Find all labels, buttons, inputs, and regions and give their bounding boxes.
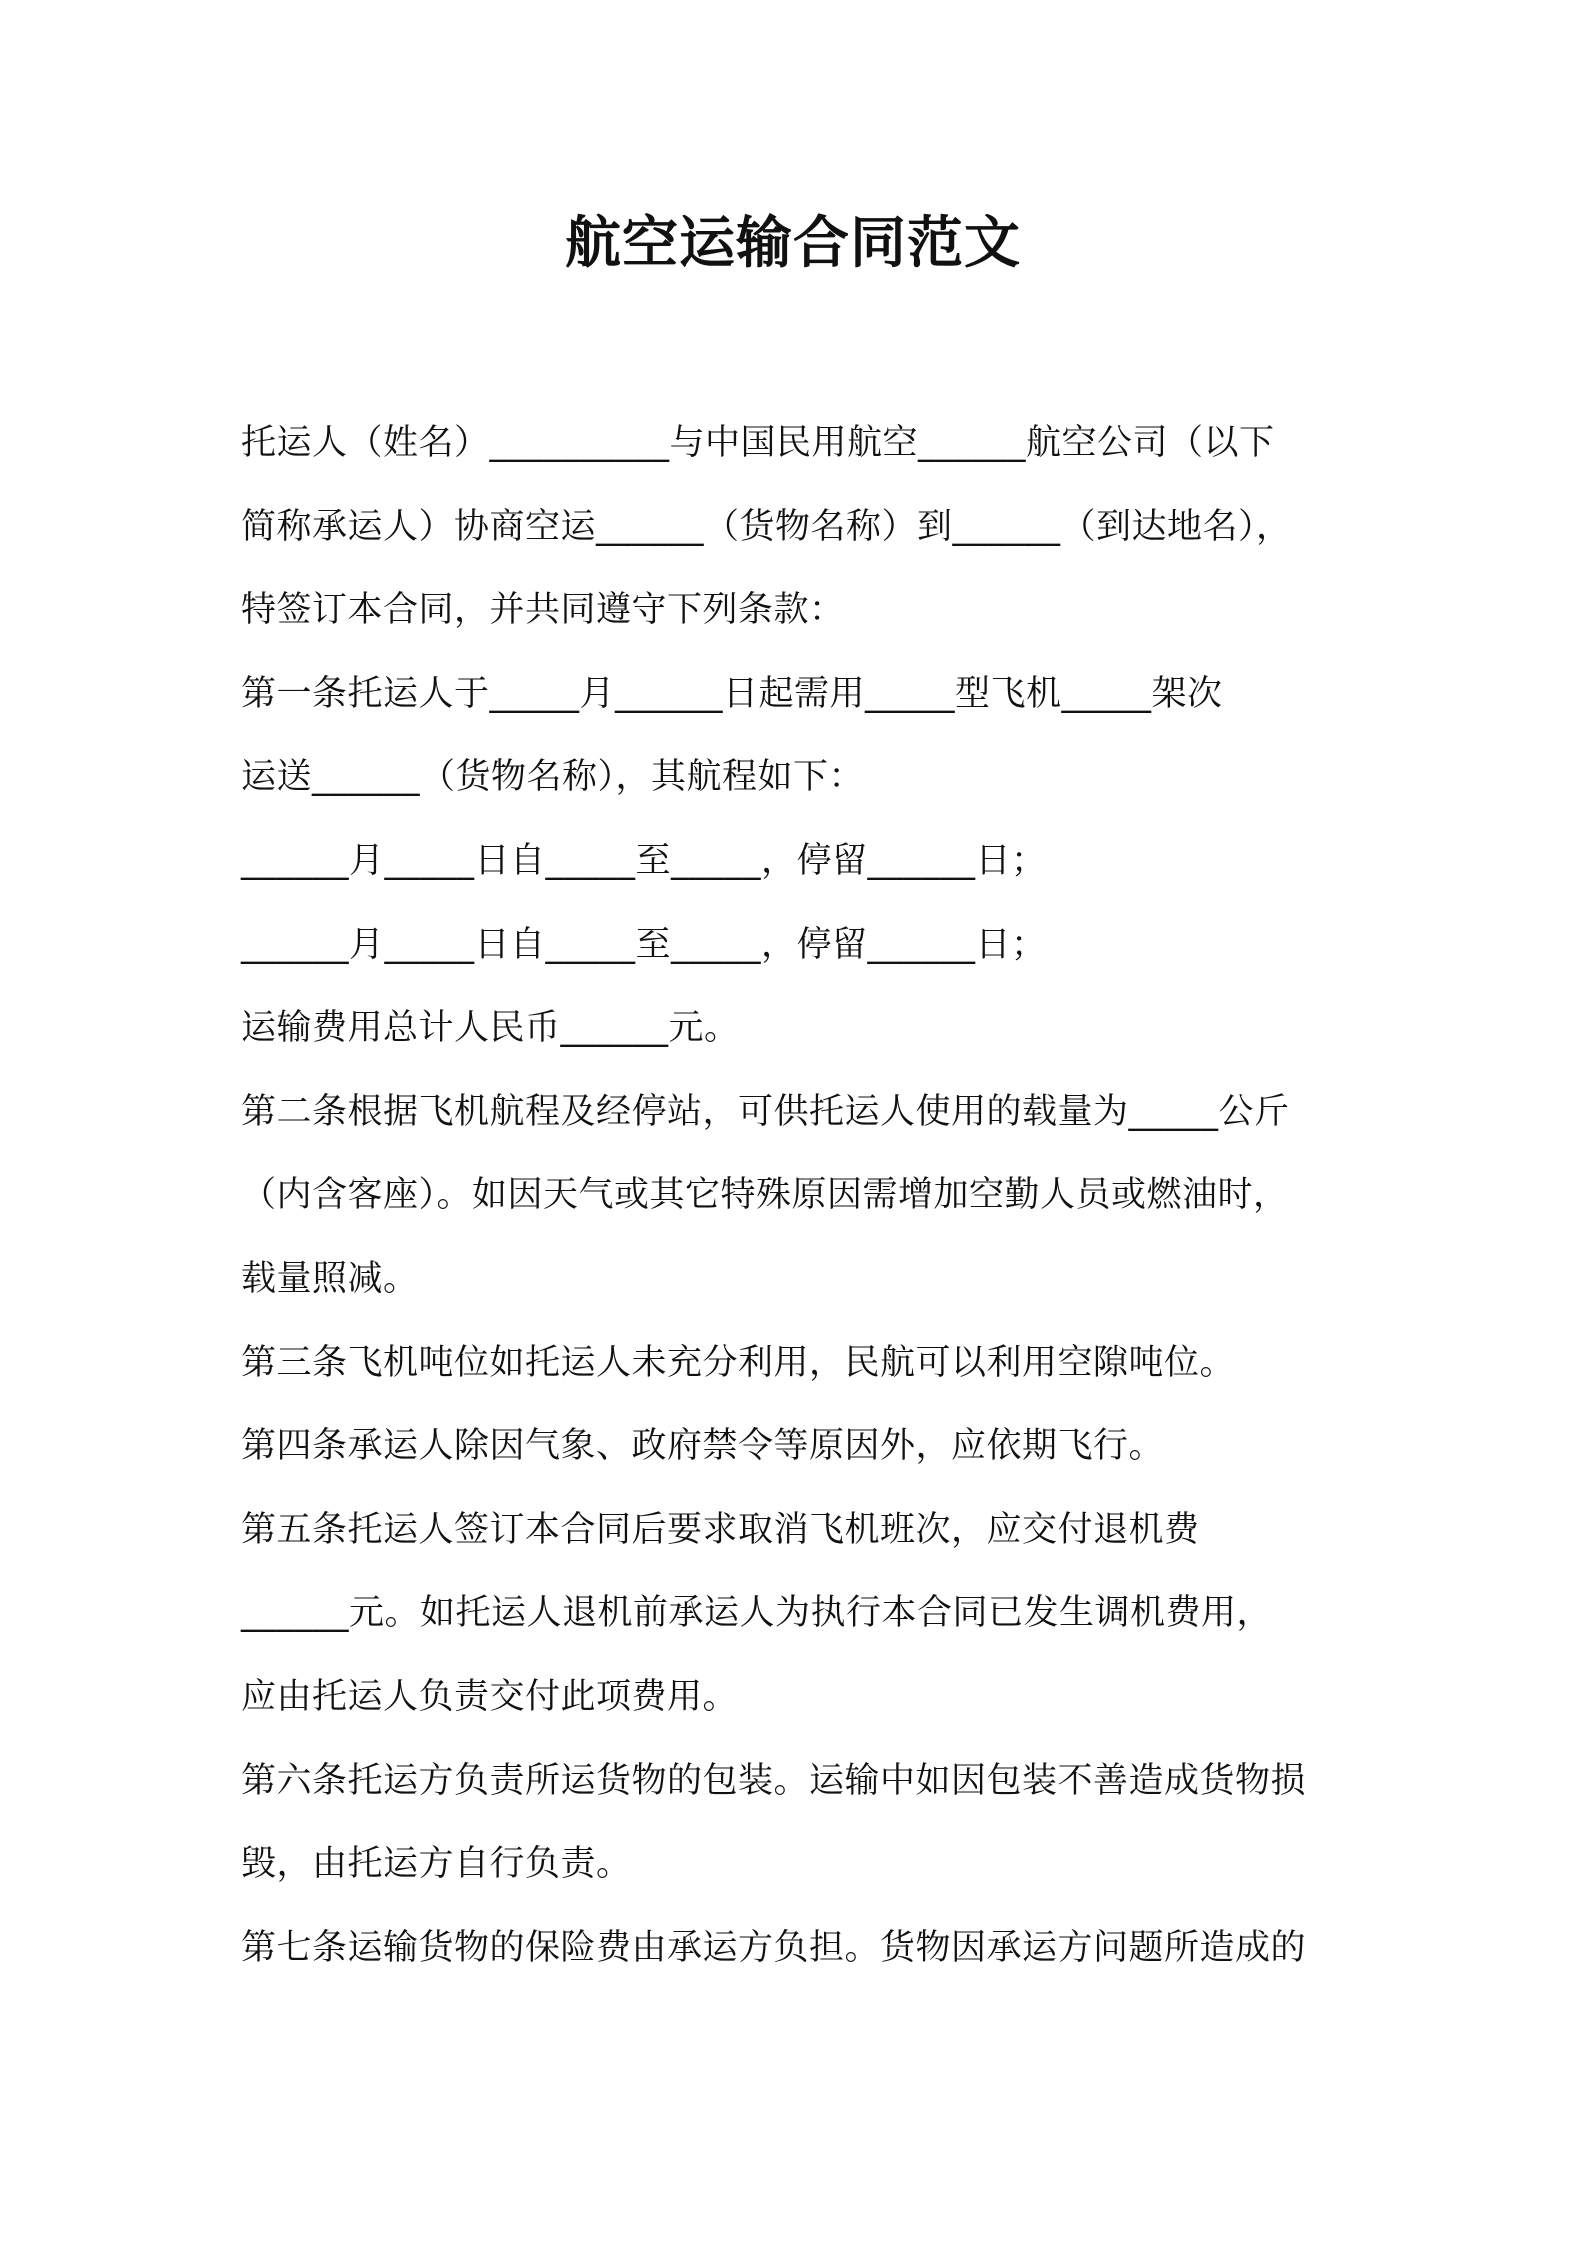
clause-5-line: 应由托运人负责交付此项费用。 <box>241 1676 739 1717</box>
clause-2-line: 载量照减。 <box>241 1258 419 1299</box>
document-title: 航空运输合同范文 <box>565 211 1021 276</box>
body-line: 简称承运人）协商空运______（货物名称）到______（到达地名）， <box>241 506 1292 547</box>
clause-6-line: 毁，由托运方自行负责。 <box>241 1844 632 1885</box>
itinerary-line: ______月_____日自_____至_____，停留______日； <box>241 924 1047 965</box>
clause-5-line: ______元。如托运人退机前承运人为执行本合同已发生调机费用， <box>241 1593 1273 1634</box>
body-line: 特签订本合同，并共同遵守下列条款： <box>241 590 845 631</box>
clause-4-line: 第四条承运人除因气象、政府禁令等原因外，应依期飞行。 <box>241 1426 1165 1467</box>
freight-total-line: 运输费用总计人民币______元。 <box>241 1008 740 1049</box>
clause-2-line: 第二条根据飞机航程及经停站，可供托运人使用的载量为_____公斤 <box>241 1091 1290 1132</box>
clause-7-line: 第七条运输货物的保险费由承运方负担。货物因承运方问题所造成的 <box>241 1927 1307 1968</box>
body-line: 托运人（姓名）__________与中国民用航空______航空公司（以下 <box>241 423 1275 463</box>
itinerary-line: ______月_____日自_____至_____，停留______日； <box>241 840 1047 881</box>
clause-3-line: 第三条飞机吨位如托运人未充分利用，民航可以利用空隙吨位。 <box>241 1342 1236 1383</box>
clause-5-line: 第五条托运人签订本合同后要求取消飞机班次，应交付退机费 <box>241 1509 1200 1550</box>
clause-1-line: 运送______（货物名称），其航程如下： <box>241 757 865 798</box>
clause-2-line: （内含客座）。如因天气或其它特殊原因需增加空勤人员或燃油时， <box>241 1175 1289 1216</box>
contract-body <box>241 402 1371 1990</box>
clause-1-line: 第一条托运人于_____月______日起需用_____型飞机_____架次 <box>241 673 1223 714</box>
clause-6-line: 第六条托运方负责所运货物的包装。运输中如因包装不善造成货物损 <box>241 1760 1307 1801</box>
